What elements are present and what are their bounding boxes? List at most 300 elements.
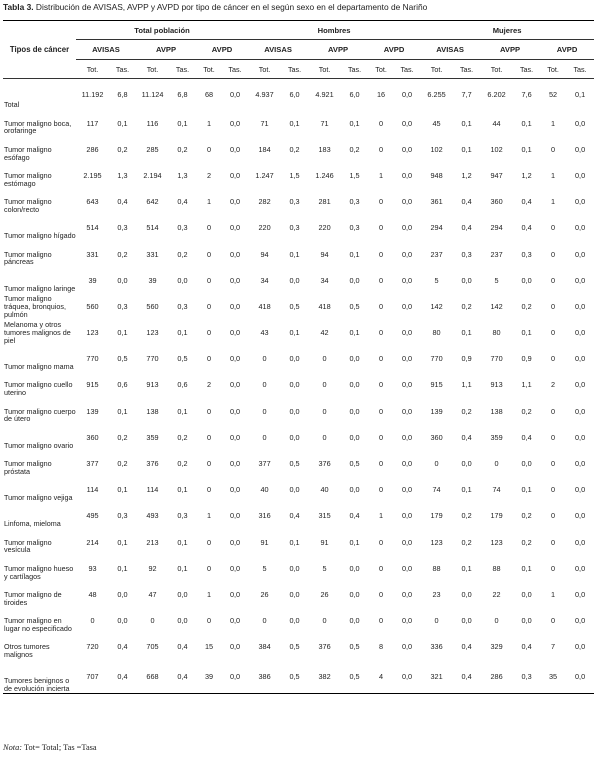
table-cell: 315 [318, 511, 331, 521]
table-cell: 282 [258, 197, 271, 207]
table-cell: 0,0 [574, 642, 586, 652]
table-cell: 0,0 [229, 432, 241, 442]
table-row [3, 293, 594, 319]
table-cell: 0,0 [349, 432, 360, 442]
table-cell: 0,2 [177, 249, 188, 259]
table-cell: 0 [551, 275, 556, 285]
table-cell: 0,0 [229, 589, 241, 599]
table-cell: 0,0 [401, 432, 413, 442]
measure-header: AVPD [196, 40, 248, 60]
table-cell: 5 [494, 275, 499, 285]
table-row [3, 189, 594, 215]
table-cell: 376 [146, 459, 159, 469]
table-cell: 116 [146, 118, 159, 128]
table-cell: 4.937 [255, 90, 274, 99]
table-cell: 0 [206, 432, 212, 442]
subheader-row [3, 60, 594, 79]
table-cell: 0,0 [574, 249, 586, 259]
table-cell: 0,9 [521, 354, 532, 364]
table-cell: 184 [258, 144, 271, 154]
table-cell: 0,1 [117, 537, 128, 547]
table-cell: 0,0 [289, 563, 300, 573]
table-cell: 0,1 [461, 485, 472, 495]
table-row [3, 634, 594, 660]
table-cell: 0,1 [177, 406, 188, 416]
table-cell: 40 [260, 485, 269, 495]
table-cell: 1 [551, 589, 556, 599]
table-cell: 0,0 [289, 406, 300, 416]
table-cell: 0 [379, 197, 384, 207]
table-cell: 47 [148, 589, 157, 599]
table-cell: 0,0 [349, 563, 360, 573]
table-cell: 0 [379, 406, 384, 416]
table-cell: 0,0 [349, 275, 360, 285]
table-cell: 142 [430, 301, 443, 311]
row-label: Total [4, 100, 20, 110]
table-cell: 0,0 [574, 589, 586, 599]
table-cell: 102 [490, 144, 503, 154]
table-cell: 376 [318, 459, 331, 469]
table-cell: 91 [260, 537, 269, 547]
tot-header: Tot. [540, 60, 566, 79]
table-cell: 770 [146, 354, 159, 364]
table-cell: 0,0 [289, 380, 300, 390]
table-cell: 0 [551, 459, 556, 469]
table-cell: 6,8 [117, 90, 128, 99]
table-note [3, 743, 97, 752]
table-cell: 0 [551, 485, 556, 495]
table-cell: 5 [434, 275, 439, 285]
table-cell: 0,1 [461, 118, 472, 128]
table-cell: 0 [551, 354, 556, 364]
table-cell: 0 [206, 354, 212, 364]
table-cell: 0 [150, 616, 155, 626]
table-cell: 0 [206, 301, 212, 311]
table-cell: 0,0 [229, 301, 241, 311]
table-cell: 0,1 [349, 328, 360, 338]
table-cell: 0,2 [461, 511, 472, 521]
table-cell: 0,0 [401, 275, 413, 285]
table-cell: 0 [551, 563, 556, 573]
table-cell: 0,0 [574, 380, 586, 390]
table-cell: 359 [146, 432, 159, 442]
row-label: Tumor maligno vejiga [4, 493, 73, 503]
table-cell: 1 [206, 511, 212, 521]
table-cell: 93 [88, 563, 97, 573]
table-cell: 0 [551, 511, 556, 521]
table-cell: 0 [262, 406, 267, 416]
table-cell: 220 [318, 223, 331, 233]
table-cell: 0 [206, 144, 212, 154]
table-row [3, 477, 594, 503]
table-cell: 0 [206, 563, 212, 573]
tas-header: Tas. [109, 60, 136, 79]
row-label: Linfoma, mieloma [4, 519, 61, 529]
table-cell: 0,5 [177, 354, 188, 364]
table-cell: 34 [260, 275, 269, 285]
table-cell: 0,1 [461, 563, 472, 573]
table-cell: 377 [258, 459, 271, 469]
table-cell: 0,0 [289, 485, 300, 495]
table-cell: 0,2 [289, 144, 300, 154]
table-cell: 0,0 [229, 537, 241, 547]
table-cell: 1.247 [255, 170, 274, 180]
table-cell: 2.195 [83, 170, 102, 180]
table-cell: 0,0 [574, 170, 586, 180]
table-cell: 0,4 [177, 197, 188, 207]
table-cell: 0,4 [521, 223, 532, 233]
group-header-hombres: Hombres [248, 21, 420, 40]
tot-header: Tot. [248, 60, 281, 79]
table-cell: 7 [551, 642, 556, 652]
table-cell: 0,0 [401, 563, 413, 573]
table-cell: 42 [320, 328, 329, 338]
table-row [3, 503, 594, 529]
measure-header: AVISAS [76, 40, 136, 60]
caption-text: Distribución de AVISAS, AVPP y AVPD por tipo de cáncer en el según sexo en el departamento de Nariño [33, 2, 428, 12]
table-cell: 1,5 [289, 170, 300, 180]
table-cell: 0,0 [401, 537, 413, 547]
table-cell: 6,8 [177, 90, 188, 99]
table-cell: 7,6 [521, 90, 532, 99]
table-cell: 0,0 [401, 249, 413, 259]
row-label: Tumor maligno boca, orofaringe [4, 118, 72, 136]
table-cell: 0 [379, 563, 384, 573]
measure-header-row [3, 40, 594, 60]
table-cell: 0,2 [521, 537, 532, 547]
table-cell: 0,6 [117, 380, 128, 390]
measure-header: AVISAS [420, 40, 480, 60]
table-cell: 0,1 [349, 537, 360, 547]
table-cell: 0 [379, 354, 384, 364]
row-label: Tumor maligno estómago [4, 170, 52, 188]
table-cell: 0,1 [177, 563, 188, 573]
table-cell: 329 [490, 642, 503, 652]
table-cell: 0,0 [117, 275, 128, 285]
table-cell: 0,1 [349, 118, 360, 128]
table-cell: 0,0 [401, 118, 413, 128]
table-cell: 336 [430, 642, 443, 652]
table-cell: 0,2 [177, 144, 188, 154]
table-cell: 0 [322, 616, 327, 626]
table-cell: 0,3 [117, 511, 128, 521]
table-cell: 5 [322, 563, 327, 573]
table-cell: 0,0 [401, 144, 413, 154]
row-label: Tumor maligno en lugar no especificado [4, 616, 72, 633]
table-cell: 123 [430, 537, 443, 547]
table-cell: 88 [432, 563, 441, 573]
table-cell: 2.194 [143, 170, 162, 180]
table-cell: 0,0 [117, 616, 128, 626]
table-cell: 0 [379, 380, 384, 390]
table-cell: 0,1 [461, 328, 472, 338]
table-cell: 71 [260, 118, 269, 128]
table-cell: 0,0 [574, 197, 586, 207]
table-cell: 0 [379, 459, 384, 469]
table-cell: 0,0 [229, 642, 241, 652]
table-cell: 142 [490, 301, 503, 311]
measure-header: AVPD [368, 40, 420, 60]
table-cell: 0,4 [117, 642, 128, 652]
tas-header: Tas. [169, 60, 196, 79]
table-cell: 1 [379, 170, 384, 180]
table-cell: 0,0 [289, 275, 300, 285]
table-cell: 361 [430, 197, 443, 207]
table-cell: 0 [379, 485, 384, 495]
table-cell: 0,0 [401, 197, 413, 207]
table-cell: 770 [430, 354, 443, 364]
table-cell: 183 [318, 144, 331, 154]
table-cell: 139 [430, 406, 443, 416]
table-cell: 0,0 [461, 275, 472, 285]
table-cell: 123 [490, 537, 503, 547]
table-cell: 0 [322, 380, 327, 390]
table-cell: 0,5 [117, 354, 128, 364]
measure-header: AVISAS [248, 40, 308, 60]
table-cell: 138 [146, 406, 159, 416]
table-cell: 71 [320, 118, 329, 128]
table-cell: 386 [248, 660, 281, 694]
table-cell: 139 [86, 406, 99, 416]
table-cell: 0 [379, 301, 384, 311]
row-label: Tumor maligno hígado [4, 231, 76, 241]
table-cell: 0,0 [401, 485, 413, 495]
table-cell: 0 [379, 616, 384, 626]
table-cell: 43 [260, 328, 269, 338]
table-cell: 0,0 [177, 589, 188, 599]
table-cell: 0 [434, 459, 439, 469]
table-row [3, 398, 594, 424]
table-cell: 705 [146, 642, 159, 652]
table-cell: 0,0 [461, 589, 472, 599]
table-cell: 0,0 [574, 301, 586, 311]
table-cell: 0,5 [281, 660, 308, 694]
table-cell: 1 [551, 197, 556, 207]
table-cell: 0 [206, 249, 212, 259]
table-cell: 0,2 [461, 537, 472, 547]
table-cell: 0,0 [177, 275, 188, 285]
table-cell: 294 [430, 223, 443, 233]
table-cell: 11.124 [141, 90, 164, 99]
table-cell: 915 [430, 380, 443, 390]
table-cell: 0,4 [109, 660, 136, 694]
table-cell: 6.255 [427, 90, 446, 99]
table-cell: 0,2 [117, 459, 128, 469]
table-cell: 0,0 [349, 380, 360, 390]
table-caption [3, 2, 575, 12]
table-cell: 68 [204, 90, 214, 99]
table-row [3, 136, 594, 162]
table-cell: 0 [551, 249, 556, 259]
table-cell: 0,0 [461, 459, 472, 469]
caption-label: Tabla 3. [3, 2, 34, 12]
table-row [3, 162, 594, 188]
measure-header: AVPP [308, 40, 368, 60]
table-cell: 514 [86, 223, 99, 233]
table-cell: 0,0 [349, 616, 360, 626]
table-cell: 6,0 [289, 90, 300, 99]
table-cell: 384 [258, 642, 271, 652]
table-cell: 0,2 [521, 301, 532, 311]
table-row [3, 241, 594, 267]
table-cell: 0,0 [566, 660, 594, 694]
group-header-mujeres: Mujeres [420, 21, 594, 40]
table-row [3, 215, 594, 241]
table-cell: 0,1 [521, 118, 532, 128]
table-cell: 0,5 [349, 459, 360, 469]
tas-header: Tas. [453, 60, 480, 79]
table-cell: 0,3 [349, 223, 360, 233]
table-cell: 0,2 [521, 511, 532, 521]
row-label: Tumor maligno próstata [4, 459, 52, 476]
table-cell: 0,0 [401, 223, 413, 233]
tas-header: Tas. [222, 60, 248, 79]
table-cell: 22 [492, 589, 501, 599]
table-cell: 0,0 [349, 485, 360, 495]
table-cell: 0,1 [289, 249, 300, 259]
table-row [3, 267, 594, 293]
table-cell: 0,0 [117, 589, 128, 599]
table-cell: 0,5 [349, 642, 360, 652]
table-cell: 0 [551, 144, 556, 154]
table-cell: 39 [196, 660, 222, 694]
table-cell: 0 [262, 616, 267, 626]
measure-header: AVPP [480, 40, 540, 60]
table-cell: 0,1 [117, 485, 128, 495]
table-cell: 237 [490, 249, 503, 259]
table-cell: 0,2 [521, 406, 532, 416]
table-cell: 0,0 [401, 589, 413, 599]
table-cell: 0,4 [453, 660, 480, 694]
table-cell: 0 [379, 249, 384, 259]
table-cell: 0,0 [401, 380, 413, 390]
table-cell: 213 [146, 537, 159, 547]
table-cell: 0,0 [229, 616, 241, 626]
table-cell: 0,3 [461, 249, 472, 259]
table-cell: 0,0 [574, 459, 586, 469]
table-cell: 915 [86, 380, 99, 390]
table-cell: 45 [432, 118, 441, 128]
table-cell: 114 [86, 485, 99, 495]
table-cell: 281 [318, 197, 331, 207]
tipos-header: Tipos de cáncer [3, 21, 76, 79]
table-cell: 0,0 [229, 90, 241, 99]
table-row [3, 320, 594, 346]
table-cell: 0,1 [177, 485, 188, 495]
table-cell: 418 [258, 301, 271, 311]
table-cell: 0,1 [574, 90, 586, 99]
table-cell: 0 [206, 223, 212, 233]
table-cell: 0,1 [521, 485, 532, 495]
table-cell: 0,3 [177, 223, 188, 233]
table-cell: 1,3 [177, 170, 188, 180]
table-cell: 0,4 [349, 511, 360, 521]
table-cell: 0 [379, 144, 384, 154]
table-cell: 0,0 [574, 563, 586, 573]
table-row [3, 660, 594, 694]
table-cell: 0,0 [177, 616, 188, 626]
table-cell: 0,0 [222, 660, 248, 694]
table-row [3, 346, 594, 372]
table-cell: 26 [320, 589, 329, 599]
table-cell: 179 [490, 511, 503, 521]
table-cell: 0,0 [574, 354, 586, 364]
table-cell: 0 [379, 589, 384, 599]
table-cell: 6,0 [349, 90, 360, 99]
table-cell: 0,4 [117, 197, 128, 207]
table-cell: 0,3 [177, 511, 188, 521]
table-cell: 0,1 [177, 328, 188, 338]
table-cell: 123 [146, 328, 159, 338]
table-cell: 0 [262, 432, 267, 442]
table-cell: 1,2 [521, 170, 532, 180]
table-cell: 0,3 [117, 301, 128, 311]
table-cell: 0,2 [117, 144, 128, 154]
table-cell: 0,0 [289, 354, 300, 364]
table-cell: 0,1 [177, 118, 188, 128]
table-cell: 0,4 [461, 223, 472, 233]
table-cell: 123 [86, 328, 99, 338]
table-cell: 5 [262, 563, 267, 573]
table-cell: 0 [379, 432, 384, 442]
table-cell: 376 [318, 642, 331, 652]
table-cell: 237 [430, 249, 443, 259]
table-cell: 94 [320, 249, 329, 259]
table-cell: 0 [551, 328, 556, 338]
row-label: Tumores benignos o de evolución incierta [3, 660, 76, 694]
row-label: Tumor maligno ovario [4, 440, 74, 450]
table-cell: 0,0 [401, 459, 413, 469]
table-cell: 0,1 [177, 537, 188, 547]
table-cell: 0 [206, 537, 212, 547]
table-cell: 214 [86, 537, 99, 547]
table-cell: 0,2 [117, 249, 128, 259]
table-cell: 0,4 [461, 432, 472, 442]
table-cell: 0,0 [229, 511, 241, 521]
table-row [3, 372, 594, 398]
row-label: Tumor maligno cuerpo de útero [4, 406, 76, 424]
table-cell: 0,4 [289, 511, 300, 521]
table-cell: 0,0 [574, 616, 586, 626]
table-cell: 0,2 [349, 144, 360, 154]
tot-header: Tot. [76, 60, 109, 79]
table-cell: 0 [494, 459, 499, 469]
table-cell: 4 [368, 660, 394, 694]
table-cell: 0,2 [461, 301, 472, 311]
table-cell: 1,5 [349, 170, 360, 180]
table-cell: 0,4 [461, 197, 472, 207]
table-cell: 0,1 [289, 118, 300, 128]
row-label: Tumor maligno hueso y cartílagos [4, 563, 74, 581]
table-cell: 0,4 [169, 660, 196, 694]
table-cell: 0 [262, 380, 267, 390]
table-cell: 770 [86, 354, 99, 364]
table-cell: 0 [206, 459, 212, 469]
table-cell: 0,3 [177, 301, 188, 311]
table-cell: 179 [430, 511, 443, 521]
table-cell: 0 [551, 616, 556, 626]
table-cell: 0,4 [521, 432, 532, 442]
table-cell: 0,0 [229, 275, 241, 285]
table-cell: 0,0 [574, 328, 586, 338]
table-cell: 0,3 [521, 249, 532, 259]
measure-header: AVPP [136, 40, 196, 60]
table-cell: 0,0 [401, 328, 413, 338]
table-cell: 720 [86, 642, 99, 652]
table-cell: 0 [379, 275, 384, 285]
table-cell: 0,0 [401, 616, 413, 626]
table-cell: 294 [490, 223, 503, 233]
